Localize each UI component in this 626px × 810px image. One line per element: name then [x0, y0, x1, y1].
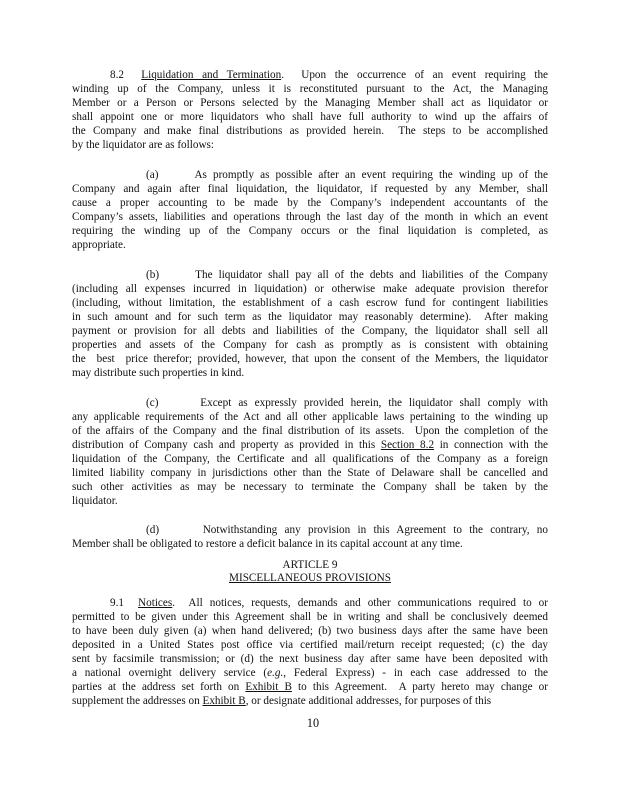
text-run: distribution of Company cash and property as provided in this: [72, 438, 381, 451]
s8_2_b-line: [72, 324, 548, 338]
text-run: MISCELLANEOUS PROVISIONS: [229, 572, 391, 585]
s9_1-line: [72, 610, 548, 624]
text-run: payment or provision for all debts and liabilities of the Company, the liquidator shall sell all: [72, 324, 548, 337]
text-run: cause a proper accounting to be made by the Company’s independent accountants of the: [72, 196, 548, 209]
text-run: to have been duly given (a) when hand delivered; (b) two business days after the same have been: [72, 624, 548, 637]
text-run: properties and assets of the Company for cash as promptly as is consistent with obtaining: [72, 338, 548, 351]
s8_2_c-line: [72, 452, 548, 466]
text-run: shall appoint one or more liquidators who shall have full authority to wind up the affairs of: [72, 110, 548, 123]
s8_2_a-line: [72, 182, 548, 196]
s8_2_b-line: [72, 310, 548, 324]
text-run: supplement the addresses on: [72, 694, 203, 707]
s8_2_c-line: [72, 466, 548, 480]
text-run: the Company and make final distributions as provided herein. The steps to be accomplished: [72, 124, 548, 137]
text-run: by the liquidator are as follows:: [72, 138, 214, 151]
text-run: Member shall be obligated to restore a deficit balance in its capital account at any time.: [72, 538, 463, 551]
s8_2-line: [72, 82, 548, 96]
s8_2_c-line: [72, 424, 548, 438]
text-run: (including, without limitation, the establishment of a cash escrow fund for contingent liabilities: [72, 296, 548, 309]
text-run: e.g.: [267, 666, 284, 679]
text-run: deposited in a United States post office via certified mail/return receipt requested; (c) the day: [72, 638, 548, 651]
s8_2_c-line: [72, 494, 548, 508]
text-run: (d) Notwithstanding any provision in this Agreement to the contrary, no: [146, 524, 548, 537]
text-run: (a) As promptly as possible after an event requiring the winding up of the: [146, 169, 548, 182]
text-run: any applicable requirements of the Act and all other applicable laws pertaining to the winding up: [72, 410, 548, 423]
s8_2_c-line: [72, 410, 548, 424]
s8_2_c-line: [72, 438, 548, 452]
text-run: liquidator.: [72, 494, 118, 507]
text-run: limited liability company in jurisdictions other than the State of Delaware shall be cancelled and: [72, 466, 548, 479]
text-run: 8.2: [110, 69, 124, 81]
s8_2-line: [72, 138, 548, 152]
s9_1-line: [110, 596, 548, 610]
text-run: a national overnight delivery service (: [72, 666, 268, 679]
s8_2_b-line: [72, 282, 548, 296]
s8_2_d-line: [146, 523, 548, 537]
text-run: liquidation of the Company, the Certificate and all qualifications of the Company as a foreign: [72, 452, 548, 465]
s8_2-line: [72, 124, 548, 138]
s9_1-line: [72, 638, 548, 652]
s8_2-line: [72, 96, 548, 110]
text-run: appropriate.: [72, 238, 126, 251]
s8_2_b-line: [72, 352, 548, 366]
text-run: . Upon the occurrence of an event requiring the: [281, 69, 549, 81]
text-run: (b) The liquidator shall pay all of the debts and liabilities of the Company: [146, 269, 548, 282]
text-run: permitted to be given under this Agreement shall be in writing and shall be conclusively deemed: [72, 611, 548, 624]
s8_2_b-line: [146, 268, 548, 282]
text-run: the best price therefor; provided, however, that upon the consent of the Members, the liquidator: [72, 352, 548, 365]
page-number: 10: [306, 716, 320, 730]
text-run: in connection with the: [434, 438, 549, 451]
text-run: Exhibit B: [245, 680, 292, 693]
text-run: [124, 597, 138, 609]
text-run: such other activities as may be necessary to terminate the Company shall be taken by the: [72, 480, 548, 493]
text-run: 9.1: [110, 597, 124, 610]
article9_heading-line: [72, 558, 548, 572]
s8_2_a-line: [146, 168, 548, 182]
s8_2_a-line: [72, 238, 548, 252]
s8_2_a-line: [72, 196, 548, 210]
s8_2_a-line: [72, 224, 548, 238]
text-run: [124, 69, 141, 81]
s9_1-line: [72, 652, 548, 666]
text-run: Member or a Person or Persons selected by the Managing Member shall act as liquidator or: [72, 96, 548, 109]
text-run: (c) Except as expressly provided herein, the liquidator shall comply with: [146, 397, 548, 409]
text-run: , or designate additional addresses, for purposes of this: [245, 694, 492, 707]
text-run: in such amount and for such term as the liquidator may reasonably determine). After making: [72, 310, 548, 323]
s8_2_b-line: [72, 338, 548, 352]
text-run: . All notices, requests, demands and other communications required to or: [172, 597, 548, 610]
text-run: Exhibit B: [202, 694, 246, 707]
text-run: Company and again after final liquidation, the liquidator, if requested by any Member, shall: [72, 182, 548, 195]
text-run: parties at the address set forth on: [72, 680, 246, 693]
s8_2_c-line: [146, 396, 548, 410]
s8_2_d-line: [72, 537, 548, 551]
text-run: to this Agreement. A party hereto may change or: [291, 680, 548, 693]
s8_2_c-line: [72, 480, 548, 494]
text-run: Company’s assets, liabilities and operations through the last day of the month in which an event: [72, 210, 548, 223]
text-run: sent by facsimile transmission; or (d) the next business day after same have been deposited with: [72, 652, 548, 665]
text-run: of the affairs of the Company and the final distribution of its assets. Upon the completion of the: [72, 424, 548, 437]
text-run: Section 8.2: [380, 438, 435, 451]
text-run: Liquidation and Termination: [141, 69, 282, 81]
s9_1-line: [72, 624, 548, 638]
text-run: winding up of the Company, unless it is reconstituted pursuant to the Act, the Managing: [72, 82, 548, 95]
s8_2_a-line: [72, 210, 548, 224]
article9_heading-line: [72, 571, 548, 585]
s8_2-line: [110, 68, 548, 82]
text-run: (including all expenses incurred in liquidation) or otherwise make adequate provision therefor: [72, 283, 548, 296]
s9_1-line: [72, 680, 548, 694]
text-run: requiring the winding up of the Company occurs or the final liquidation is completed, as: [72, 224, 548, 237]
s9_1-line: [72, 694, 548, 708]
text-run: Notices: [138, 597, 173, 610]
s9_1-line: [72, 666, 548, 680]
text-run: may distribute such properties in kind.: [72, 366, 245, 379]
s8_2_b-line: [72, 296, 548, 310]
s8_2_b-line: [72, 366, 548, 380]
text-run: , Federal Express) - in each case addressed to the: [283, 666, 548, 679]
s8_2-line: [72, 110, 548, 124]
text-run: ARTICLE 9: [282, 559, 338, 572]
